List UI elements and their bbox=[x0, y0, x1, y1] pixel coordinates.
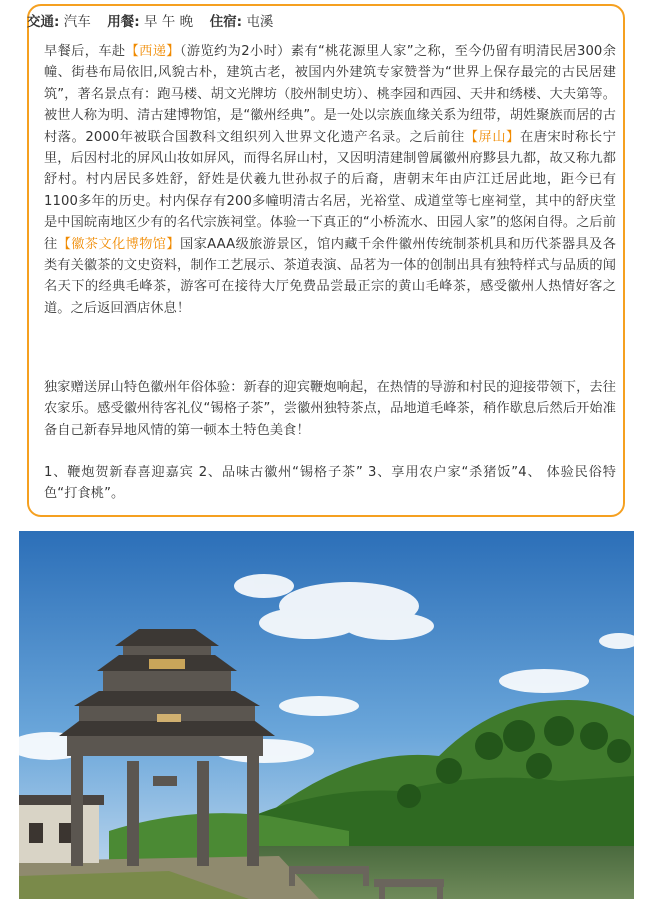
meals-label: 用餐: bbox=[107, 14, 140, 30]
text-segment: （游览约为2小时）素有“桃花源里人家”之称，至今仍留有明清民居300余幢、街巷布局依旧,风貌古朴，建筑古老，被国内外建筑专家赞誉为“世界上保存最完的古民居建筑”，著名景点有：跑马楼、胡文光牌坊（胶州制史坊）、桃李园和西园、天井和绣楼、大夫第等。被世人称为明、清古建博物馆，是“徽州经典”。是一处以宗族血缘关系为纽带，胡姓聚族而居的古村落。2000年被联合国教科文组织列入世界文化遗产名录。之后前往 bbox=[44, 44, 617, 145]
scenery-photo bbox=[19, 531, 634, 899]
meals-value: 早 午 晚 bbox=[144, 14, 194, 30]
itinerary-paragraph bbox=[44, 41, 616, 319]
stay-value: 屯溪 bbox=[246, 14, 274, 30]
highlight-xidi: 【西递】 bbox=[125, 44, 180, 59]
text-segment: 国家AAA级旅游景区，馆内藏千余件徽州传统制茶机具和历代茶器具及各类有关徽茶的文史资料，制作工艺展示、茶道表演、品茗为一体的创制出具有独特样式与品质的闻名天下的经典毛峰茶，游客可在接待大厅免费品尝最正宗的黄山毛峰茶，感受徽州人热情好客之道。之后返回酒店休息！ bbox=[44, 236, 616, 316]
highlight-pingshan: 【屏山】 bbox=[464, 129, 520, 145]
transport-value: 汽车 bbox=[63, 14, 91, 30]
info-line bbox=[27, 10, 273, 30]
bonus-paragraph: 独家赠送屏山特色徽州年俗体验：新春的迎宾鞭炮响起，在热情的导游和村民的迎接带领下，去往农家乐。感受徽州待客礼仪“锡格子茶”，尝徽州独特茶点，品地道毛峰茶，稍作歇息后然后开始准备自己新春异地风情的第一顿本土特色美食！ bbox=[44, 380, 616, 438]
highlight-tea-museum: 【徽茶文化博物馆】 bbox=[57, 236, 180, 252]
stay-label: 住宿: bbox=[209, 14, 243, 30]
activities-list: 1、鞭炮贺新春喜迎嘉宾 2、品味古徽州“锡格子茶” 3、享用农户家“杀猪饭”4、 体验民俗特色“打食桃”。 bbox=[44, 465, 616, 502]
text-segment: 在唐宋时称长宁里，后因村北的屏风山妆如屏风，而得名屏山村，又因明清建制曾属徽州府黟县九都，故又称九都舒村。村内居民多姓舒，舒姓是伏羲九世孙叔子的后裔，唐朝末年由庐江迁居此地，距今已有1100多年的历史。村内保存有200多幢明清古名居，光裕堂、成道堂等七座祠堂，其中的舒庆堂是中国皖南地区少有的名代宗族祠堂。体验一下真正的“小桥流水、田园人家”的悠闲自得。之后前往 bbox=[44, 129, 616, 252]
text-segment: 早餐后，车赴 bbox=[44, 44, 126, 59]
transport-label: 交通: bbox=[27, 14, 60, 30]
